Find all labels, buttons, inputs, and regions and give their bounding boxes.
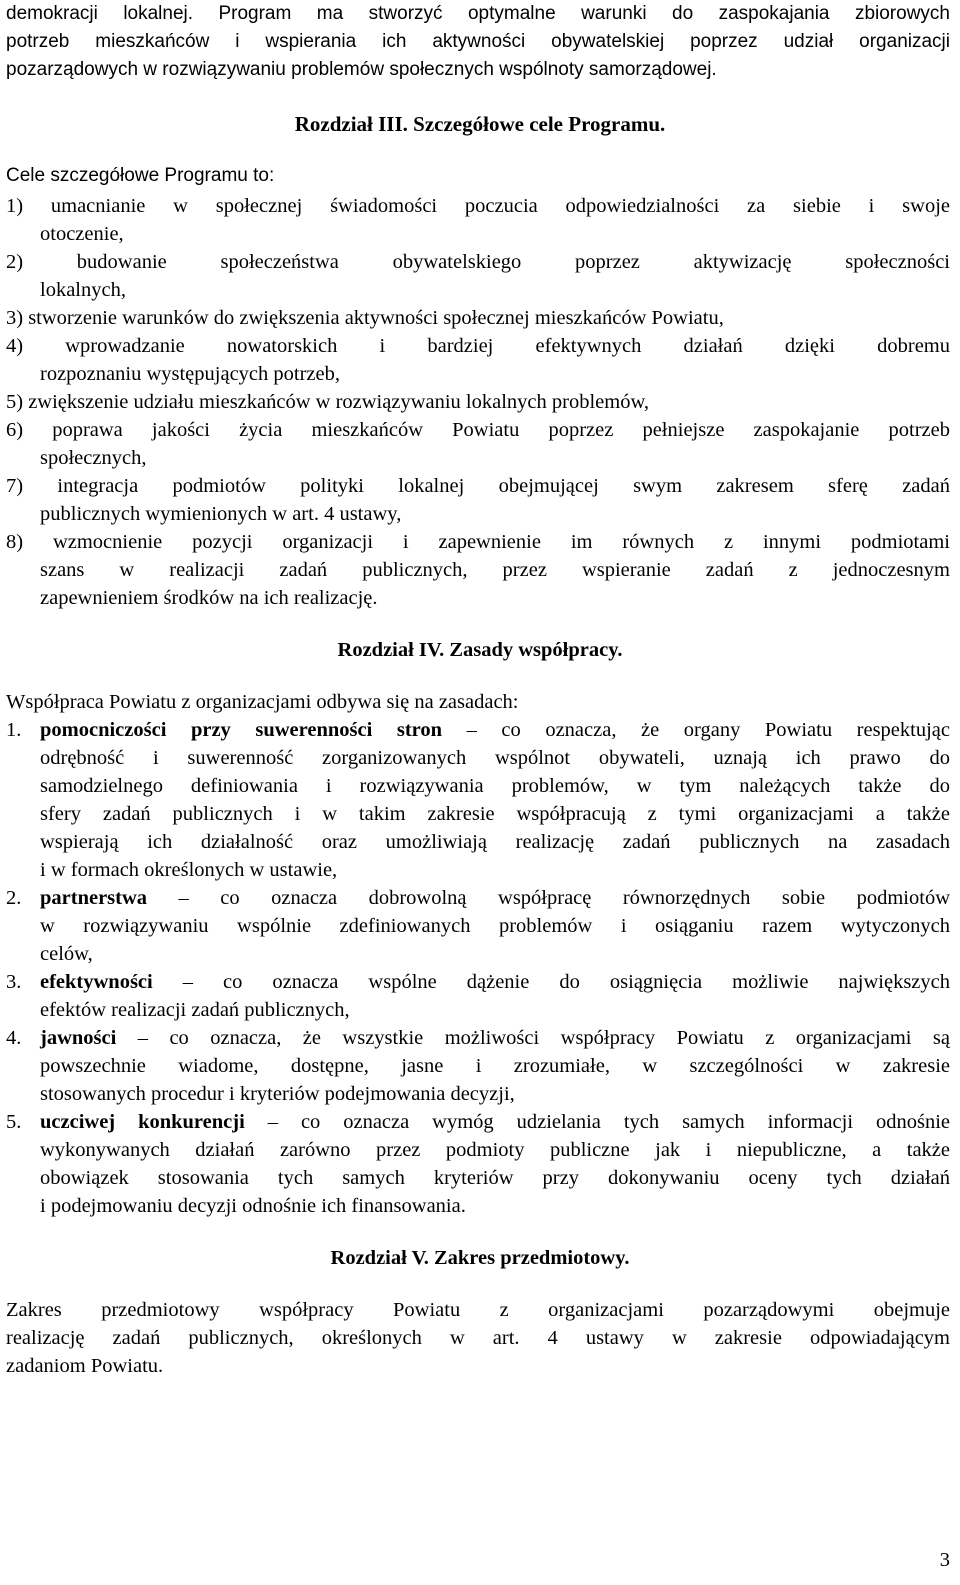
principle-term: uczciwej konkurencji xyxy=(40,1111,245,1133)
goal-item: 7) integracja podmiotów polityki lokalnej obejmującej swym zakresem sferę zadań xyxy=(6,475,950,497)
chapter-3-lead: Cele szczegółowe Programu to: xyxy=(6,165,275,186)
goal-item: społecznych, xyxy=(40,447,147,469)
principle-line: i podejmowaniu decyzji odnośnie ich finansowania. xyxy=(40,1195,466,1217)
principle-item: jawności – co oznacza, że wszystkie możliwości współpracy Powiatu z organizacjami są xyxy=(40,1027,950,1049)
principle-term: efektywności xyxy=(40,971,153,993)
goal-item: otoczenie, xyxy=(40,223,124,245)
goal-item: 6) poprawa jakości życia mieszkańców Powiatu poprzez pełniejsze zaspokajanie potrzeb xyxy=(6,419,950,441)
principle-number: 5. xyxy=(6,1111,22,1133)
principle-text: co oznacza wymóg udzielania tych samych informacji odnośnie xyxy=(300,1111,950,1133)
principle-text: co oznacza, że wszystkie możliwości współpracy Powiatu z organizacjami są xyxy=(169,1027,950,1049)
principle-line: w rozwiązywaniu wspólnie zdefiniowanych problemów i osiąganiu razem wytyczonych xyxy=(40,915,950,937)
principle-line: samodzielnego definiowania i rozwiązywania problemów, w tym należących także do xyxy=(40,775,950,797)
goal-item: szans w realizacji zadań publicznych, przez wspieranie zadań z jednoczesnym xyxy=(40,559,950,581)
intro-line: demokracji lokalnej. Program ma stworzyć optymalne warunki do zaspokajania zbiorowych xyxy=(6,3,950,24)
principle-term: partnerstwa xyxy=(40,887,148,909)
goal-item: zapewnieniem środków na ich realizację. xyxy=(40,587,378,609)
principle-text: co oznacza dobrowolną współpracę równorzędnych sobie podmiotów xyxy=(220,887,950,909)
principle-line: sfery zadań publicznych i w takim zakresie współpracują z tymi organizacjami a także xyxy=(40,803,950,825)
goal-item: rozpoznaniu występujących potrzeb, xyxy=(40,363,340,385)
chapter-5-line: realizację zadań publicznych, określonych w art. 4 ustawy w zakresie odpowiadającym xyxy=(6,1327,950,1349)
chapter-5-line: Zakres przedmiotowy współpracy Powiatu z organizacjami pozarządowymi obejmuje xyxy=(6,1299,950,1321)
chapter-5-heading: Rozdział V. Zakres przedmiotowy. xyxy=(330,1247,630,1269)
principle-text: co oznacza, że organy Powiatu respektując xyxy=(501,719,950,741)
principle-line: i w formach określonych w ustawie, xyxy=(40,859,338,881)
goal-item: 8) wzmocnienie pozycji organizacji i zapewnienie im równych z innymi podmiotami xyxy=(6,531,950,553)
principle-term: jawności xyxy=(40,1027,117,1049)
principle-line: stosowanych procedur i kryteriów podejmowania decyzji, xyxy=(40,1083,515,1105)
principle-number: 4. xyxy=(6,1027,22,1049)
intro-line: potrzeb mieszkańców i wspierania ich aktywności obywatelskiej poprzez udział organizacji xyxy=(6,31,950,52)
goal-item: publicznych wymienionych w art. 4 ustawy, xyxy=(40,503,402,525)
principle-number: 2. xyxy=(6,887,22,909)
principle-text: co oznacza wspólne dążenie do osiągnięcia możliwie największych xyxy=(223,971,951,993)
goal-item: 5) zwiększenie udziału mieszkańców w rozwiązywaniu lokalnych problemów, xyxy=(6,391,650,413)
principle-line: powszechnie wiadome, dostępne, jasne i zrozumiałe, w szczególności w zakresie xyxy=(40,1055,950,1077)
principle-item: uczciwej konkurencji – co oznacza wymóg udzielania tych samych informacji odnośnie xyxy=(40,1111,950,1133)
principle-number: 1. xyxy=(6,719,22,741)
principle-item: pomocniczości przy suwerenności stron – co oznacza, że organy Powiatu respektując xyxy=(40,719,950,741)
chapter-5-line: zadaniom Powiatu. xyxy=(6,1355,164,1377)
principle-term: pomocniczości przy suwerenności stron xyxy=(40,719,443,741)
chapter-4-lead: Współpraca Powiatu z organizacjami odbywa się na zasadach: xyxy=(6,691,519,713)
principle-line: obowiązek stosowania tych samych kryteriów przy dokonywaniu oceny tych działań xyxy=(40,1167,950,1189)
goal-item: 3) stworzenie warunków do zwiększenia aktywności społecznej mieszkańców Powiatu, xyxy=(6,307,724,329)
principle-line: efektów realizacji zadań publicznych, xyxy=(40,999,350,1021)
principle-line: odrębność i suwerenność zorganizowanych wspólnot obywateli, uznają ich prawo do xyxy=(40,747,950,769)
goal-item: 2) budowanie społeczeństwa obywatelskiego poprzez aktywizację społeczności xyxy=(6,251,950,273)
goal-item: 4) wprowadzanie nowatorskich i bardziej efektywnych działań dzięki dobremu xyxy=(6,335,950,357)
goal-item: 1) umacnianie w społecznej świadomości poczucia odpowiedzialności za siebie i swoje xyxy=(6,195,950,217)
chapter-4-heading: Rozdział IV. Zasady współpracy. xyxy=(337,639,623,661)
principle-line: wykonywanych działań zarówno przez podmioty publiczne jak i niepubliczne, a także xyxy=(40,1139,950,1161)
intro-line: pozarządowych w rozwiązywaniu problemów społecznych wspólnoty samorządowej. xyxy=(6,59,717,80)
principle-item: partnerstwa – co oznacza dobrowolną współpracę równorzędnych sobie podmiotów xyxy=(40,887,950,909)
goal-item: lokalnych, xyxy=(40,279,126,301)
principle-line: celów, xyxy=(40,943,93,965)
principle-line: wspierają ich działalność oraz umożliwiają realizację zadań publicznych na zasadach xyxy=(40,831,950,853)
page-number: 3 xyxy=(939,1549,950,1571)
principle-number: 3. xyxy=(6,971,22,993)
chapter-3-heading: Rozdział III. Szczegółowe cele Programu. xyxy=(294,112,666,136)
principle-item: efektywności – co oznacza wspólne dążenie do osiągnięcia możliwie największych xyxy=(40,971,951,993)
